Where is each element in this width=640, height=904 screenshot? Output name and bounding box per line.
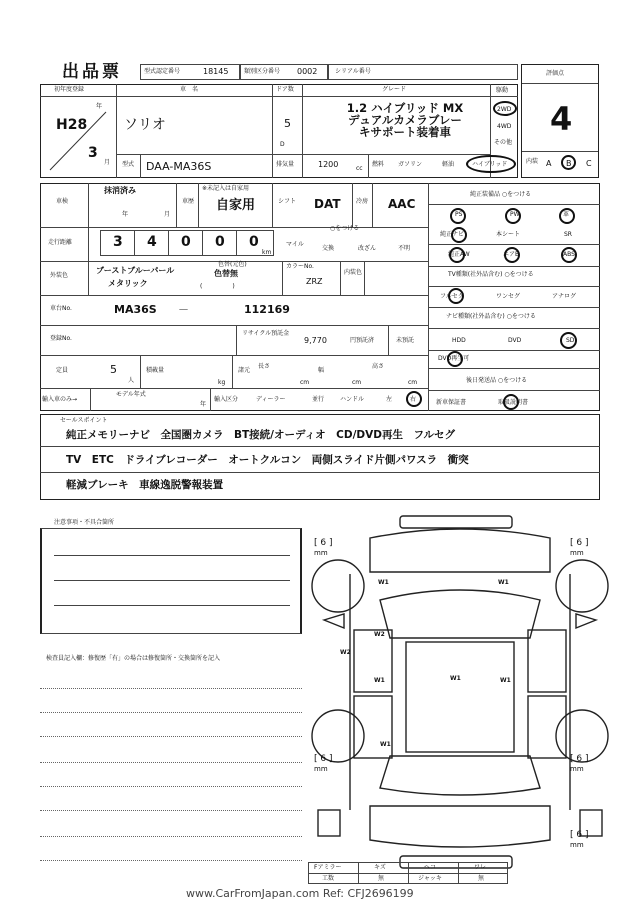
equip-ps-circle [450,208,466,224]
first-reg-month: 3 [88,145,98,161]
grade-value [330,102,480,138]
shape-no-box [140,64,240,80]
recycle-label: リサイクル預託金 [242,330,290,337]
registration-label: 登録No. [50,335,72,342]
color-label: 外装色 [50,272,69,279]
legend-r2c2: 無 [378,875,385,882]
shape-no-value: 18145 [203,67,229,76]
tv-title: TV種類(社外品含む) ○をつける [448,271,534,278]
tire-rear-left [314,754,332,774]
recycle-status: 未預託 [396,337,415,344]
notes-box [40,528,302,634]
tire-front-right-value: [ 6 ] [570,538,589,548]
tire-spare-unit: mm [570,841,584,849]
fuel-gasoline: ガソリン [398,161,423,168]
sales-line-3: 軽減ブレーキ 車線逸脱警報装置 [66,479,224,491]
mileage-digit-3: 0 [181,234,191,250]
inspection-value: 抹消済み [104,186,136,195]
equip-airbag: エアB [503,251,520,258]
mileage-opt-tamper: 改ざん [358,245,377,252]
displacement-label: 排気量 [276,161,295,168]
grade-label: グレード [382,86,407,93]
mileage-digit-2: 4 [147,234,157,250]
after-warranty: 新車保証書 [436,399,467,406]
import-handle: ハンドル [340,396,365,403]
equip-airbag-circle [504,247,520,263]
nav-dvd: DVD [508,337,522,344]
first-reg-month-suffix: 月 [104,159,111,166]
import-dealer: ディーラー [256,396,286,403]
sales-line-1: 純正メモリーナビ 全国圏カメラ BT接続/オーディオ CD/DVD再生 フルセグ [66,429,456,441]
mark-roof: W1 [450,675,461,682]
color-code-label: カラーNo. [286,263,314,270]
inspection-month: 月 [164,211,171,218]
equip-sr: SR [564,231,572,238]
tire-front-right-unit: mm [570,549,584,557]
score-value: 4 [550,100,573,138]
first-reg-year-suffix: 年 [96,103,103,110]
tv-fullseg: フルセグ [440,293,464,300]
after-title: 後日発送品 ○をつける [466,377,528,384]
class-no-box [240,64,328,80]
import-left: 左 [386,396,393,403]
interior-color-label: 内装色 [344,269,363,276]
sales-title: セールスポイント [60,417,108,424]
tire-front-left [314,538,332,558]
legend-r2c4: 無 [478,875,485,882]
import-label: 輸入車のみ→ [42,396,78,403]
form-title: 出品票 [62,62,122,82]
import-right: 右 [410,396,417,403]
chassis-label: 車台No. [50,305,72,312]
usage-value: 自家用 [216,198,256,213]
drive-2wd-circle [493,101,517,116]
equipment-title: 純正装備品 ○をつける [470,191,532,198]
legend-r1c1: Fアミラー [314,864,342,871]
mileage-digit-1: 3 [113,234,123,250]
color-value-1: ブーストブルーパール [96,266,175,275]
mark-door-left: W2 [374,631,385,638]
capacity-value: 5 [110,363,117,376]
model-label: 型式 [122,161,135,168]
size-width-unit: cm [352,379,362,386]
nav-sd: SD [566,337,575,344]
mark-rear-left: W1 [380,741,391,748]
load-unit: kg [218,379,226,386]
tire-front-left-value: [ 6 ] [314,538,333,548]
nav-title: ナビ種類(社外品含む) ○をつける [446,313,536,320]
equip-abs: ABS [563,251,575,258]
legend-r1c3: ヘコ [424,864,437,871]
shift-value: DAT [314,197,341,211]
model-value: DAA-MA36S [146,160,212,173]
size-width: 幅 [318,367,325,374]
color-change-label: 色替(元色) [218,261,247,268]
tire-rear-left-unit: mm [314,765,328,773]
fuel-hybrid-circle [466,155,516,173]
tv-fullseg-circle [448,288,464,304]
doors-value: 5 [284,117,291,130]
serial-label: シリアル番号 [335,68,371,75]
sales-line-2: TV ETC ドライブレコーダー オートクルコン 両側スライド片側パワスラ 衝突 [66,454,469,466]
interior-label: 内装 [526,158,539,165]
mark-rear-door-left: W1 [374,677,385,684]
chassis-dash: － [178,303,189,316]
mileage-label: 走行距離 [48,239,73,246]
capacity-unit: 人 [128,377,135,384]
equip-seat: 本シート [496,231,521,238]
import-year-unit: 年 [200,401,207,408]
interior-b: B [566,159,572,168]
fuel-diesel: 軽油 [442,161,455,168]
ac-value: AAC [388,197,416,211]
equip-pw: PW [510,211,520,218]
first-reg-label: 初年度登録 [54,86,85,93]
equip-navi-circle [451,227,467,243]
footer-watermark: www.CarFromJapan.com Ref: CFJ2696199 [186,887,414,900]
drive-label: 駆動 [496,87,509,94]
car-name-value: ソリオ [124,117,166,133]
tire-spare-value: [ 6 ] [570,830,589,840]
fuel-hybrid: ハイブリッド [472,161,508,168]
after-manual-circle [503,394,519,410]
equip-abs-circle [561,247,577,263]
legend-r1c2: キズ [374,864,386,871]
grade-line-2: デュアルカメラブレー [348,113,462,127]
notes-title: 注意事項・不具合箇所 [54,519,115,526]
mark-side-left: W2 [340,649,351,656]
mileage-unit: km [262,249,272,256]
tire-rear-left-value: [ 6 ] [314,754,333,764]
first-reg-slash [44,108,112,174]
mark-front-left: W1 [378,579,389,586]
mileage-opt-mile: マイル [286,241,304,248]
tv-oneseg: ワンセグ [496,293,521,300]
displacement-value: 1200 [318,160,339,169]
recycle-unit: 円預託済 [350,337,375,344]
equip-aw: 純正AW [448,251,470,258]
equip-leather-circle [559,208,575,224]
doors-label: ドア数 [276,86,294,93]
size-height: 高さ [372,363,385,370]
size-length: 長さ [258,363,271,370]
capacity-label: 定員 [56,367,69,374]
interior-c: C [586,159,592,168]
tire-rear-right [570,754,588,774]
size-height-unit: cm [408,379,418,386]
equip-leather: 革 [563,211,570,218]
equip-ps: PS [455,211,463,218]
mileage-opt-exchange: 交換 [322,245,335,252]
color-change-value: 色替無 [214,269,238,278]
equip-pw-circle [505,208,521,224]
tire-rear-right-value: [ 6 ] [570,754,589,764]
tv-analog: アナログ [552,293,577,300]
import-right-circle [406,391,422,407]
class-no-value: 0002 [297,67,318,76]
legend-r2c3: ジャッキ [418,875,442,882]
interior-a: A [546,159,552,168]
nav-sd-circle [560,332,577,349]
legend-r1c4: ワレ [474,864,487,871]
equip-aw-circle [449,247,465,263]
inspection-year: 年 [122,211,129,218]
tire-spare [570,830,588,850]
import-parallel: 並行 [312,396,325,403]
chassis-prefix: MA36S [114,303,157,316]
tire-rear-right-unit: mm [570,765,584,773]
equip-navi: 純正ナビ [440,231,465,238]
shift-label: シフト [278,198,297,205]
drive-4wd: 4WD [497,123,512,130]
car-damage-diagram [310,510,610,880]
color-value-2: メタリック [108,279,148,288]
mark-rear-door-right: W1 [500,677,511,684]
import-model-year: モデル年式 [116,391,146,398]
displacement-unit: cc [356,165,363,172]
legend-r2c1: 工数 [322,875,335,882]
color-code-value: ZRZ [306,277,323,286]
size-length-unit: cm [300,379,310,386]
grade-line-3: キサポート装着車 [359,125,451,139]
import-category: 輸入区分 [214,396,239,403]
size-label: 諸元 [238,367,251,374]
recycle-value: 9,770 [304,336,327,345]
mark-front-right: W1 [498,579,509,586]
mileage-digit-4: 0 [215,234,225,250]
fuel-label: 燃料 [372,161,385,168]
nav-dvd-play-circle [447,351,463,367]
doors-suffix: D [280,141,285,148]
tire-front-right [570,538,588,558]
nav-dvd-play: DVD再生可 [438,355,470,362]
color-paren: ( ) [200,283,235,290]
inspection-label: 車検 [56,198,69,205]
mileage-mark: ○をつける [330,225,360,232]
after-manual: 取扱説明書 [498,399,529,406]
score-label: 評価点 [546,70,565,77]
inspector-note: 検査員記入欄：修復歴「有」の場合は修復箇所・交換箇所を記入 [46,655,221,662]
drive-other: その他 [494,139,513,146]
grade-line-1: 1.2 ハイブリッド MX [346,101,464,115]
usage-note: ※未記入は自家用 [202,185,250,192]
shape-no-label: 型式認定番号 [144,68,181,75]
mileage-opt-unknown: 不明 [398,245,411,252]
usage-label: 車歴 [182,198,195,205]
nav-hdd: HDD [452,337,466,344]
load-label: 積載量 [146,367,165,374]
serial-box [328,64,518,80]
chassis-number: 112169 [244,303,290,316]
tire-front-left-unit: mm [314,549,328,557]
interior-b-circle [561,155,576,170]
first-reg-year: H28 [56,117,88,133]
car-name-label: 車 名 [180,86,199,93]
ac-label: 冷房 [356,198,369,205]
class-no-label: 類別区分番号 [244,68,281,75]
score-box [521,64,599,178]
drive-2wd: 2WD [497,106,512,113]
mileage-digit-5: 0 [249,234,259,250]
